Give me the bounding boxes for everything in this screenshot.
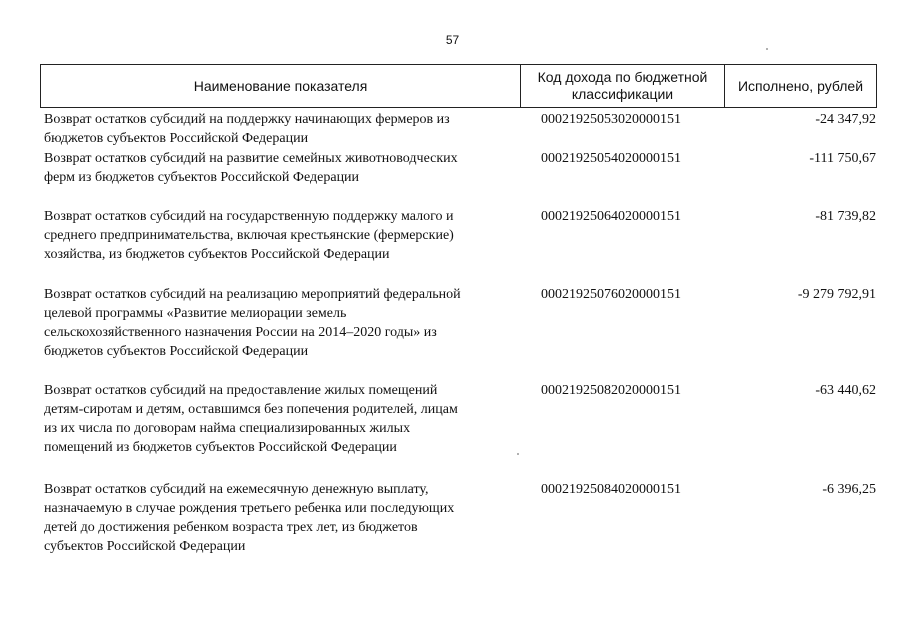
scan-speck (517, 453, 519, 455)
column-header-name: Наименование показателя (41, 65, 521, 107)
scan-speck (766, 48, 768, 50)
row-name-line: Возврат остатков субсидий на развитие семейных животноводческих (44, 151, 458, 166)
row-name (44, 381, 524, 457)
column-header-code-line2: классификации (571, 86, 674, 102)
row-value: -81 739,82 (815, 209, 876, 224)
row-value: -24 347,92 (815, 112, 876, 127)
row-name-line: детей до достижения ребенком возраста трех лет, из бюджетов (44, 520, 418, 535)
row-name-line: хозяйства, из бюджетов субъектов Российской Федерации (44, 247, 390, 262)
row-name (44, 480, 524, 556)
row-value: -111 750,67 (809, 151, 876, 166)
row-name-line: среднего предпринимательства, включая крестьянские (фермерские) (44, 228, 454, 243)
row-name-line: Возврат остатков субсидий на предоставление жилых помещений (44, 383, 438, 398)
row-name (44, 149, 524, 187)
row-code: 00021925084020000151 (541, 482, 681, 497)
row-name (44, 285, 524, 361)
row-name-line: Возврат остатков субсидий на ежемесячную денежную выплату, (44, 482, 429, 497)
row-name-line: целевой программы «Развитие мелиорации земель (44, 306, 347, 321)
row-name (44, 207, 524, 264)
row-code: 00021925053020000151 (541, 112, 681, 127)
row-value: -9 279 792,91 (797, 287, 876, 302)
row-name-line: бюджетов субъектов Российской Федерации (44, 344, 309, 359)
row-name-line: назначаемую в случае рождения третьего ребенка или последующих (44, 501, 455, 516)
table-header (40, 64, 877, 108)
row-code: 00021925082020000151 (541, 383, 681, 398)
row-name-line: из их числа по договорам найма специализированных жилых (44, 421, 411, 436)
row-name-line: сельскохозяйственного назначения России на 2014–2020 годы» из (44, 325, 437, 340)
row-name-line: Возврат остатков субсидий на реализацию мероприятий федеральной (44, 287, 461, 302)
page-number: 57 (445, 33, 460, 47)
row-name-line: бюджетов субъектов Российской Федерации (44, 131, 309, 146)
row-code: 00021925064020000151 (541, 209, 681, 224)
row-name-line: помещений из бюджетов субъектов Российской Федерации (44, 440, 397, 455)
row-name-line: Возврат остатков субсидий на государственную поддержку малого и (44, 209, 454, 224)
column-header-code-line1: Код дохода по бюджетной (537, 69, 708, 85)
row-name (44, 110, 524, 148)
column-header-code (521, 65, 725, 107)
row-name-line: субъектов Российской Федерации (44, 539, 246, 554)
row-value: -6 396,25 (822, 482, 876, 497)
row-name-line: Возврат остатков субсидий на поддержку начинающих фермеров из (44, 112, 450, 127)
row-code: 00021925054020000151 (541, 151, 681, 166)
row-code: 00021925076020000151 (541, 287, 681, 302)
row-value: -63 440,62 (815, 383, 876, 398)
row-name-line: ферм из бюджетов субъектов Российской Федерации (44, 170, 360, 185)
row-name-line: детям-сиротам и детям, оставшимся без попечения родителей, лицам (44, 402, 458, 417)
column-header-value: Исполнено, рублей (737, 77, 864, 94)
